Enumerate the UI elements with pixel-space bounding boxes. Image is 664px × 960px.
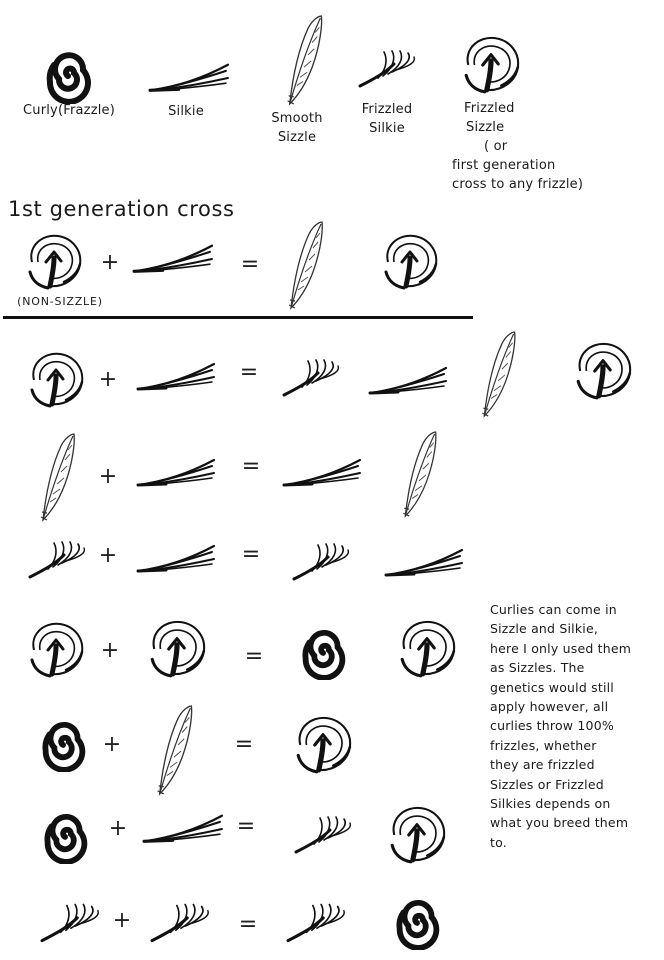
frizzled-sizzle-icon [292, 714, 354, 776]
plus-sign: + [108, 816, 128, 841]
equals-sign: = [234, 732, 254, 757]
equals-sign: = [239, 360, 259, 385]
frizzled-silkie-icon [292, 540, 352, 582]
curly-icon [388, 892, 450, 950]
silkie-icon [132, 240, 214, 276]
smooth-sizzle-icon [280, 220, 330, 310]
frizzled-sizzle-icon [386, 804, 448, 866]
smooth-sizzle-icon [394, 430, 444, 518]
silkie-icon [384, 544, 464, 580]
frizzled-silkie-icon [40, 900, 102, 944]
curly-icon [36, 806, 98, 864]
frizzled-sizzle-icon [380, 232, 440, 292]
curly-icon [34, 714, 96, 772]
plus-sign: + [100, 638, 120, 663]
frizzled-silkie-icon [286, 900, 348, 944]
frizzled-sizzle-icon [26, 350, 86, 410]
plus-sign: + [98, 464, 118, 489]
silkie-icon [136, 540, 216, 576]
equals-sign: = [236, 814, 256, 839]
first-cross-heading: 1st generation cross [8, 197, 235, 221]
smooth-sizzle-icon [32, 432, 82, 522]
frizzled-sizzle-icon [26, 620, 86, 680]
silkie-icon [136, 454, 216, 490]
silkie-icon [148, 60, 230, 94]
plus-sign: + [102, 732, 122, 757]
smooth-sizzle-icon [148, 704, 200, 796]
non-sizzle-label: (NON-SIZZLE) [17, 295, 103, 308]
curly-icon [38, 44, 102, 104]
frizzled-sizzle-icon [572, 340, 634, 402]
plus-sign: + [98, 543, 118, 568]
frizzled-silkie-icon [150, 900, 212, 944]
frizzled-silkie-icon [294, 812, 354, 856]
smooth-sizzle-icon [472, 330, 524, 418]
silkie-icon [282, 454, 362, 490]
frizzled-sizzle-icon [24, 232, 84, 292]
equals-sign: = [244, 644, 264, 669]
equals-sign: = [238, 912, 258, 937]
equals-sign: = [240, 252, 260, 277]
legend-frizzled-sizzle-label: Frizzled Sizzle ( or first generation cross to any frizzle) [452, 101, 584, 192]
smooth-sizzle-icon [278, 14, 330, 106]
frizzled-silkie-icon [358, 46, 418, 90]
silkie-icon [136, 358, 216, 394]
legend-silkie-label: Silkie [168, 104, 204, 119]
legend-frizzled-silkie-label: Frizzled Silkie [361, 102, 413, 136]
legend-smooth-sizzle-label: Smooth Sizzle [271, 111, 323, 145]
equals-sign: = [241, 454, 261, 479]
frizzled-silkie-icon [28, 538, 88, 580]
equals-sign: = [241, 542, 261, 567]
explanation-note: Curlies can come in Sizzle and Silkie, here I only used them as Sizzles. The genetics would still apply however, all curlies throw 100% frizzles, whether they are frizzled Sizzles or Frizzled Silkies depends on what you breed them to. [490, 602, 632, 850]
curly-icon [294, 622, 356, 680]
silkie-icon [142, 810, 224, 846]
frizzled-sizzle-icon [460, 34, 522, 96]
silkie-icon [368, 362, 448, 398]
section-divider [3, 316, 473, 319]
plus-sign: + [112, 908, 132, 933]
plus-sign: + [98, 367, 118, 392]
frizzled-silkie-icon [282, 356, 342, 398]
plus-sign: + [100, 250, 120, 275]
legend-curly-label: Curly(Frazzle) [22, 103, 115, 118]
frizzled-sizzle-icon [396, 618, 458, 680]
frizzled-sizzle-icon [146, 618, 208, 680]
